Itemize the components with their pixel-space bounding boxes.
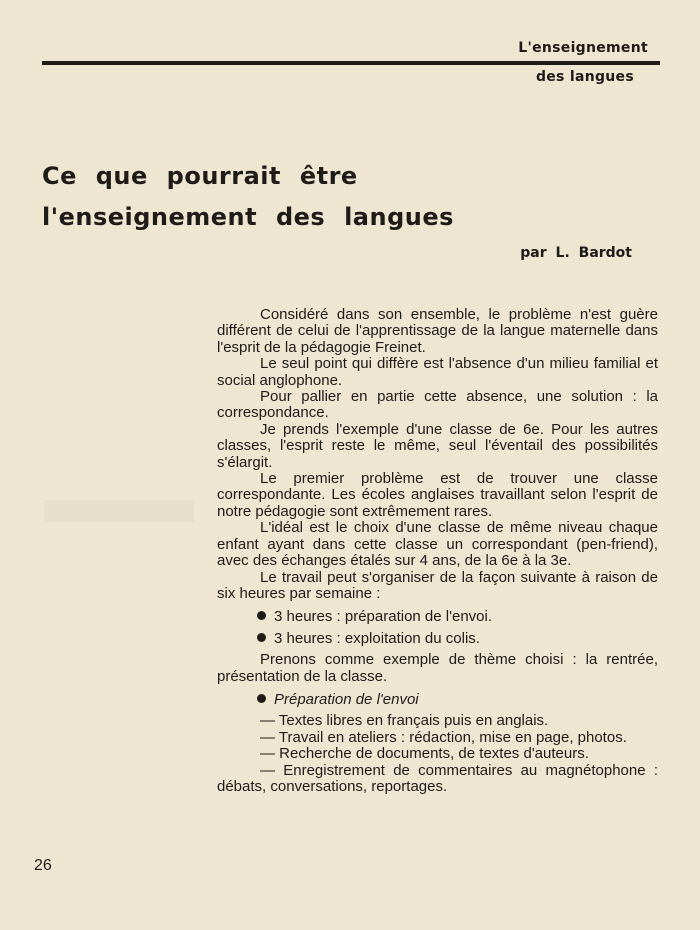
bleed-through-mark (44, 500, 194, 522)
section-heading-text: Préparation de l'envoi (274, 690, 419, 708)
paragraph: Prenons comme exemple de thème choisi : la rentrée, présentation de la classe. (217, 651, 658, 685)
article-body (217, 307, 658, 795)
section-heading (217, 692, 658, 708)
running-header-line2: des langues (535, 69, 634, 85)
article-title-line2: l'enseignement des langues (42, 203, 454, 231)
bullet-icon (257, 694, 266, 703)
list-item: — Travail en ateliers : rédaction, mise en page, photos. (260, 728, 627, 746)
schedule-item (217, 609, 658, 625)
paragraph: Le seul point qui diffère est l'absence d'un milieu familial et social anglophone. (217, 355, 658, 389)
running-header-line1: L'enseignement (518, 40, 648, 56)
schedule-item-text: 3 heures : exploitation du colis. (274, 629, 480, 647)
article-title-line1: Ce que pourrait être (42, 162, 358, 190)
list-item: — Enregistrement de commentaires au magnétophone : débats, conversations, reportages. (217, 761, 658, 795)
page-number: 26 (34, 857, 52, 874)
paragraph: L'idéal est le choix d'une classe de même niveau chaque enfant ayant dans cette classe un correspondant (pen-friend), avec des échanges étalés sur 4 ans, de la 6e à la 3e. (217, 519, 658, 570)
bullet-icon (257, 633, 266, 642)
list-item: — Textes libres en français puis en anglais. (260, 712, 549, 730)
paragraph: Le travail peut s'organiser de la façon suivante à raison de six heures par semaine : (217, 568, 658, 602)
schedule-item (217, 631, 658, 647)
paragraph: Le premier problème est de trouver une classe correspondante. Les écoles anglaises travaillant selon l'esprit de notre pédagogie sont extrêmement rares. (217, 470, 658, 520)
article-title (42, 156, 642, 238)
paragraph: Je prends l'exemple d'une classe de 6e. Pour les autres classes, l'esprit reste le même, seul l'éventail des possibilités s'élargit. (217, 420, 658, 471)
paragraph: Considéré dans son ensemble, le problème n'est guère différent de celui de l'apprentissage de la langue maternelle dans l'esprit de la pédagogie Freinet. (217, 306, 658, 356)
header-rule (42, 61, 660, 65)
bullet-icon (257, 611, 266, 620)
schedule-item-text: 3 heures : préparation de l'envoi. (274, 608, 493, 626)
author-byline: par L. Bardot (520, 245, 632, 261)
list-item: — Recherche de documents, de textes d'auteurs. (260, 745, 589, 763)
paragraph: Pour pallier en partie cette absence, une solution : la correspondance. (217, 388, 658, 422)
